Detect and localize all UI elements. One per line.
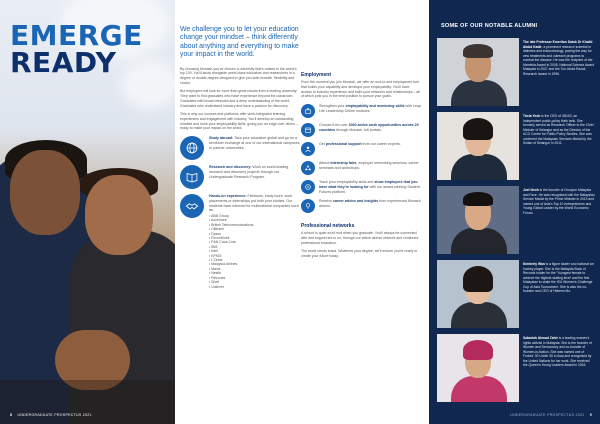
- footer-right: [510, 413, 592, 417]
- employment-item: [301, 142, 421, 156]
- item-text: with Leap Life Leadership Online modules.: [319, 104, 421, 113]
- company-list: [209, 214, 302, 289]
- people-icon: [301, 142, 315, 156]
- alumni-row: [437, 334, 595, 402]
- alumni-photo: [437, 260, 519, 328]
- list-item: • Shell: [209, 280, 302, 284]
- employment-item: [301, 180, 421, 194]
- alumni-name: Kimberly Wan: [523, 262, 545, 266]
- alumni-bio: is a figure skater and national ice hockey player. She is the Malaysia Book of Records holder for the 'Youngest female to achieve the highest skating level' and the first Malaysian to skate the ISU Women's Challenge Cup of Asia Tournament. She is also the co-founder and CEO of Hebrew Mo.: [523, 262, 594, 293]
- footer-left: [10, 413, 92, 417]
- list-item: • ABB Group: [209, 214, 302, 218]
- target-icon: [301, 180, 315, 194]
- list-item: • L'Oréal: [209, 258, 302, 262]
- alumni-title: SOME OF OUR NOTABLE ALUMNI: [441, 23, 538, 29]
- page-number-left: 8: [10, 413, 13, 417]
- list-item: • Nestlé: [209, 271, 302, 275]
- handshake-icon: [180, 194, 204, 218]
- item-text: Choose from over: [319, 123, 349, 128]
- item-text: Attend: [319, 161, 331, 166]
- list-item: • British Telecommunications: [209, 223, 302, 227]
- alumni-name: The late Professor Emeritus Datuk Dr Khalid Abdul Kadir: [523, 40, 593, 49]
- body-paragraph: This is why our courses and platforms offer work-integrated learning experiences and engagement with industry. You'll develop an outstanding mindset and hone your employability skills, giving you an edge over others – ready to make your impact on the world.: [180, 112, 299, 131]
- employment-item: [301, 104, 421, 118]
- item-text: from experienced Monash alumni.: [319, 199, 421, 208]
- alumni-bio: is the CEO of IDEAS, an independent public policy think tank. She formerly served as Research Officer to the Chief Minister of Selangor and as the Director of the ACG Centre for Public Policy Studies. She was conferred the Malaysian Services Medal by the Sultan of Selangor in 2011.: [523, 114, 594, 145]
- feature-title: Study abroad:: [209, 136, 234, 141]
- prof-heading: Professional networks: [301, 223, 355, 230]
- alumni-photo: [437, 38, 519, 106]
- alumni-photo: [437, 112, 519, 180]
- list-item: • KPMG: [209, 254, 302, 258]
- body-paragraph: But employers will look for more than great results from a leading university. They want to find graduates who have experience beyond the classroom. Graduates with broad networks and a deep understanding of the world. Graduates who understand industry and have a passion for discovery.: [180, 89, 298, 108]
- list-item: • IBM: [209, 245, 302, 249]
- intro-column: [180, 26, 302, 289]
- network-icon: [301, 161, 315, 175]
- body-paragraph: By choosing Monash you've chosen a university that's ranked in the world's top 100. You'll study alongside world-class educators and researchers in a degree or double-degree designed to give you both breadth, flexibility and choice.: [180, 66, 297, 86]
- prof-paragraph: A school is quiet won't end when you graduate. You'll always be connected with and support led to us, through our active alumni network and continued professional education.: [301, 231, 419, 245]
- item-highlight: internship fairs: [330, 161, 357, 166]
- list-item: • Dyson: [209, 232, 302, 236]
- feature-text: Take your education global and go for a semester exchange at one of our international campuses or partner universities.: [209, 136, 300, 150]
- item-highlight: employability and mentoring skills: [345, 104, 405, 109]
- list-item: • Malaysia Airlines: [209, 262, 302, 266]
- item-text: Track your employability skills and: [319, 180, 375, 185]
- alumni-name: Tricia Yeoh: [523, 114, 541, 118]
- page-number-right: 9: [589, 413, 592, 417]
- alumni-bio: a prominent research scientist in diabetes and endocrinology, paving the way for new treatments and outreach programs to combat the disease. He was the recipient of the Merdeka Award in 2008, National Science Award Malaysia in 2007 and the Tun Abdul Razak Research Award in 1996.: [523, 44, 595, 76]
- item-text: through Monash Job portals.: [335, 127, 382, 132]
- feature-study-abroad: [180, 136, 302, 160]
- list-item: • Maxis: [209, 267, 302, 271]
- feature-text: Fieldwork, study tours, work placements or internships put both your studies. Our students have interned for multinational companies such as:: [209, 194, 299, 213]
- globe-icon: [180, 136, 204, 160]
- alumni-row: The late Professor Emeritus Datuk Dr Khalid Abdul Kadir, a prominent research scientist in diabetes and endocrinology, paving the way for new treatments and outreach programs to combat the disease. He was the recipient of the Merdeka Award in 2008, National Science Award Malaysia in 2007 and the Tun Abdul Razak Research Award in 1996.: [437, 38, 595, 106]
- alumni-panel: [429, 0, 600, 424]
- emerge-ready-heading: [10, 19, 170, 79]
- list-item: • Intel: [209, 249, 302, 253]
- footer-site-right: UNDERGRADUATE PROSPECTUS 2021: [510, 413, 585, 417]
- alumni-row: [437, 112, 595, 180]
- item-highlight: career advice and insights: [332, 199, 379, 204]
- prof-paragraph: The world needs leads. Whatever your degree, we'll ensure you're ready to create your future today.: [301, 249, 418, 258]
- item-highlight: 1000 active work opportunities across 20 countries: [319, 123, 419, 132]
- feature-hands-on: [180, 194, 302, 289]
- list-item: • Citibank: [209, 227, 302, 231]
- item-text: Get: [319, 142, 326, 147]
- item-text: Strengthen your: [319, 104, 346, 109]
- alumni-row: [437, 186, 595, 254]
- list-item: • Accenture: [209, 218, 302, 222]
- alumni-row: [437, 260, 595, 328]
- book-icon: [180, 165, 204, 189]
- alumni-photo: [437, 186, 519, 254]
- briefcase-icon: [301, 104, 315, 118]
- alumni-bio: is the founder of Groupon Malaysia and Fave. He was recognised with the Malaysian Service Medal by the Prime Minister in 2013 and named one of Asia's Top 10 entrepreneurs and Young Global Leader by the World Economic Forum.: [523, 188, 595, 215]
- professional-networks: [301, 223, 421, 258]
- item-text: with our award-winning Student Futures platform.: [319, 184, 420, 194]
- alumni-name: Joel Neoh: [523, 188, 539, 192]
- feature-title: Research and discovery:: [209, 165, 252, 170]
- list-item: • Petronas: [209, 276, 302, 280]
- item-text: Receive: [319, 199, 333, 204]
- item-highlight: show employers that you have what they're looking for: [319, 180, 418, 189]
- heading-line-1: EMERGE: [10, 19, 143, 52]
- calendar-icon: [301, 123, 315, 137]
- list-item: • Unilever: [209, 285, 302, 289]
- employment-item: [301, 123, 421, 137]
- employment-item: [301, 161, 421, 175]
- lead-paragraph: We challenge you to let your education change your mindset – think differently about anything and everything to make your impact in the world.: [180, 26, 299, 59]
- alumni-name: Sabariah Ahmad Zahir: [523, 336, 558, 340]
- footer-site-left: UNDERGRADUATE PROSPECTUS 2021: [17, 413, 92, 417]
- lightbulb-icon: [301, 199, 315, 213]
- feature-title: Hands-on experience:: [209, 194, 247, 199]
- feature-text: Work on world-leading research and discovery projects through our Undergraduate Research Program.: [209, 165, 289, 179]
- alumni-bio: is a leading women's rights activist in Malaysia. She is the founder of Women and Democracy and co-founder of Women-in-Nation. She was named one of Forbes' 30 Under 30 in Asia and recognised by the United Nations for her work. She received the Queen's Young Leaders Award in 2016.: [523, 336, 592, 367]
- feature-research: [180, 165, 302, 189]
- employment-item: [301, 199, 421, 213]
- alumni-photo: [437, 334, 519, 402]
- employment-heading: Employment: [301, 72, 332, 78]
- item-text: from our career experts.: [361, 142, 401, 147]
- heading-line-2: READY: [10, 46, 117, 79]
- employment-intro: From the moment you join Monash, we offer an end-to-end employment hub that builds your capability and develops your employability. You'll have access to industry experience and build your networks and relationships – all of which puts you in the best position to pursue your goals.: [301, 80, 420, 99]
- list-item: • F&N Coca-Cola: [209, 240, 302, 244]
- item-text: , employer networking sessions, career seminars and workshops.: [319, 161, 419, 170]
- list-item: • ExxonMobil: [209, 236, 302, 240]
- employment-column: [301, 72, 421, 262]
- item-highlight: professional support: [325, 142, 362, 147]
